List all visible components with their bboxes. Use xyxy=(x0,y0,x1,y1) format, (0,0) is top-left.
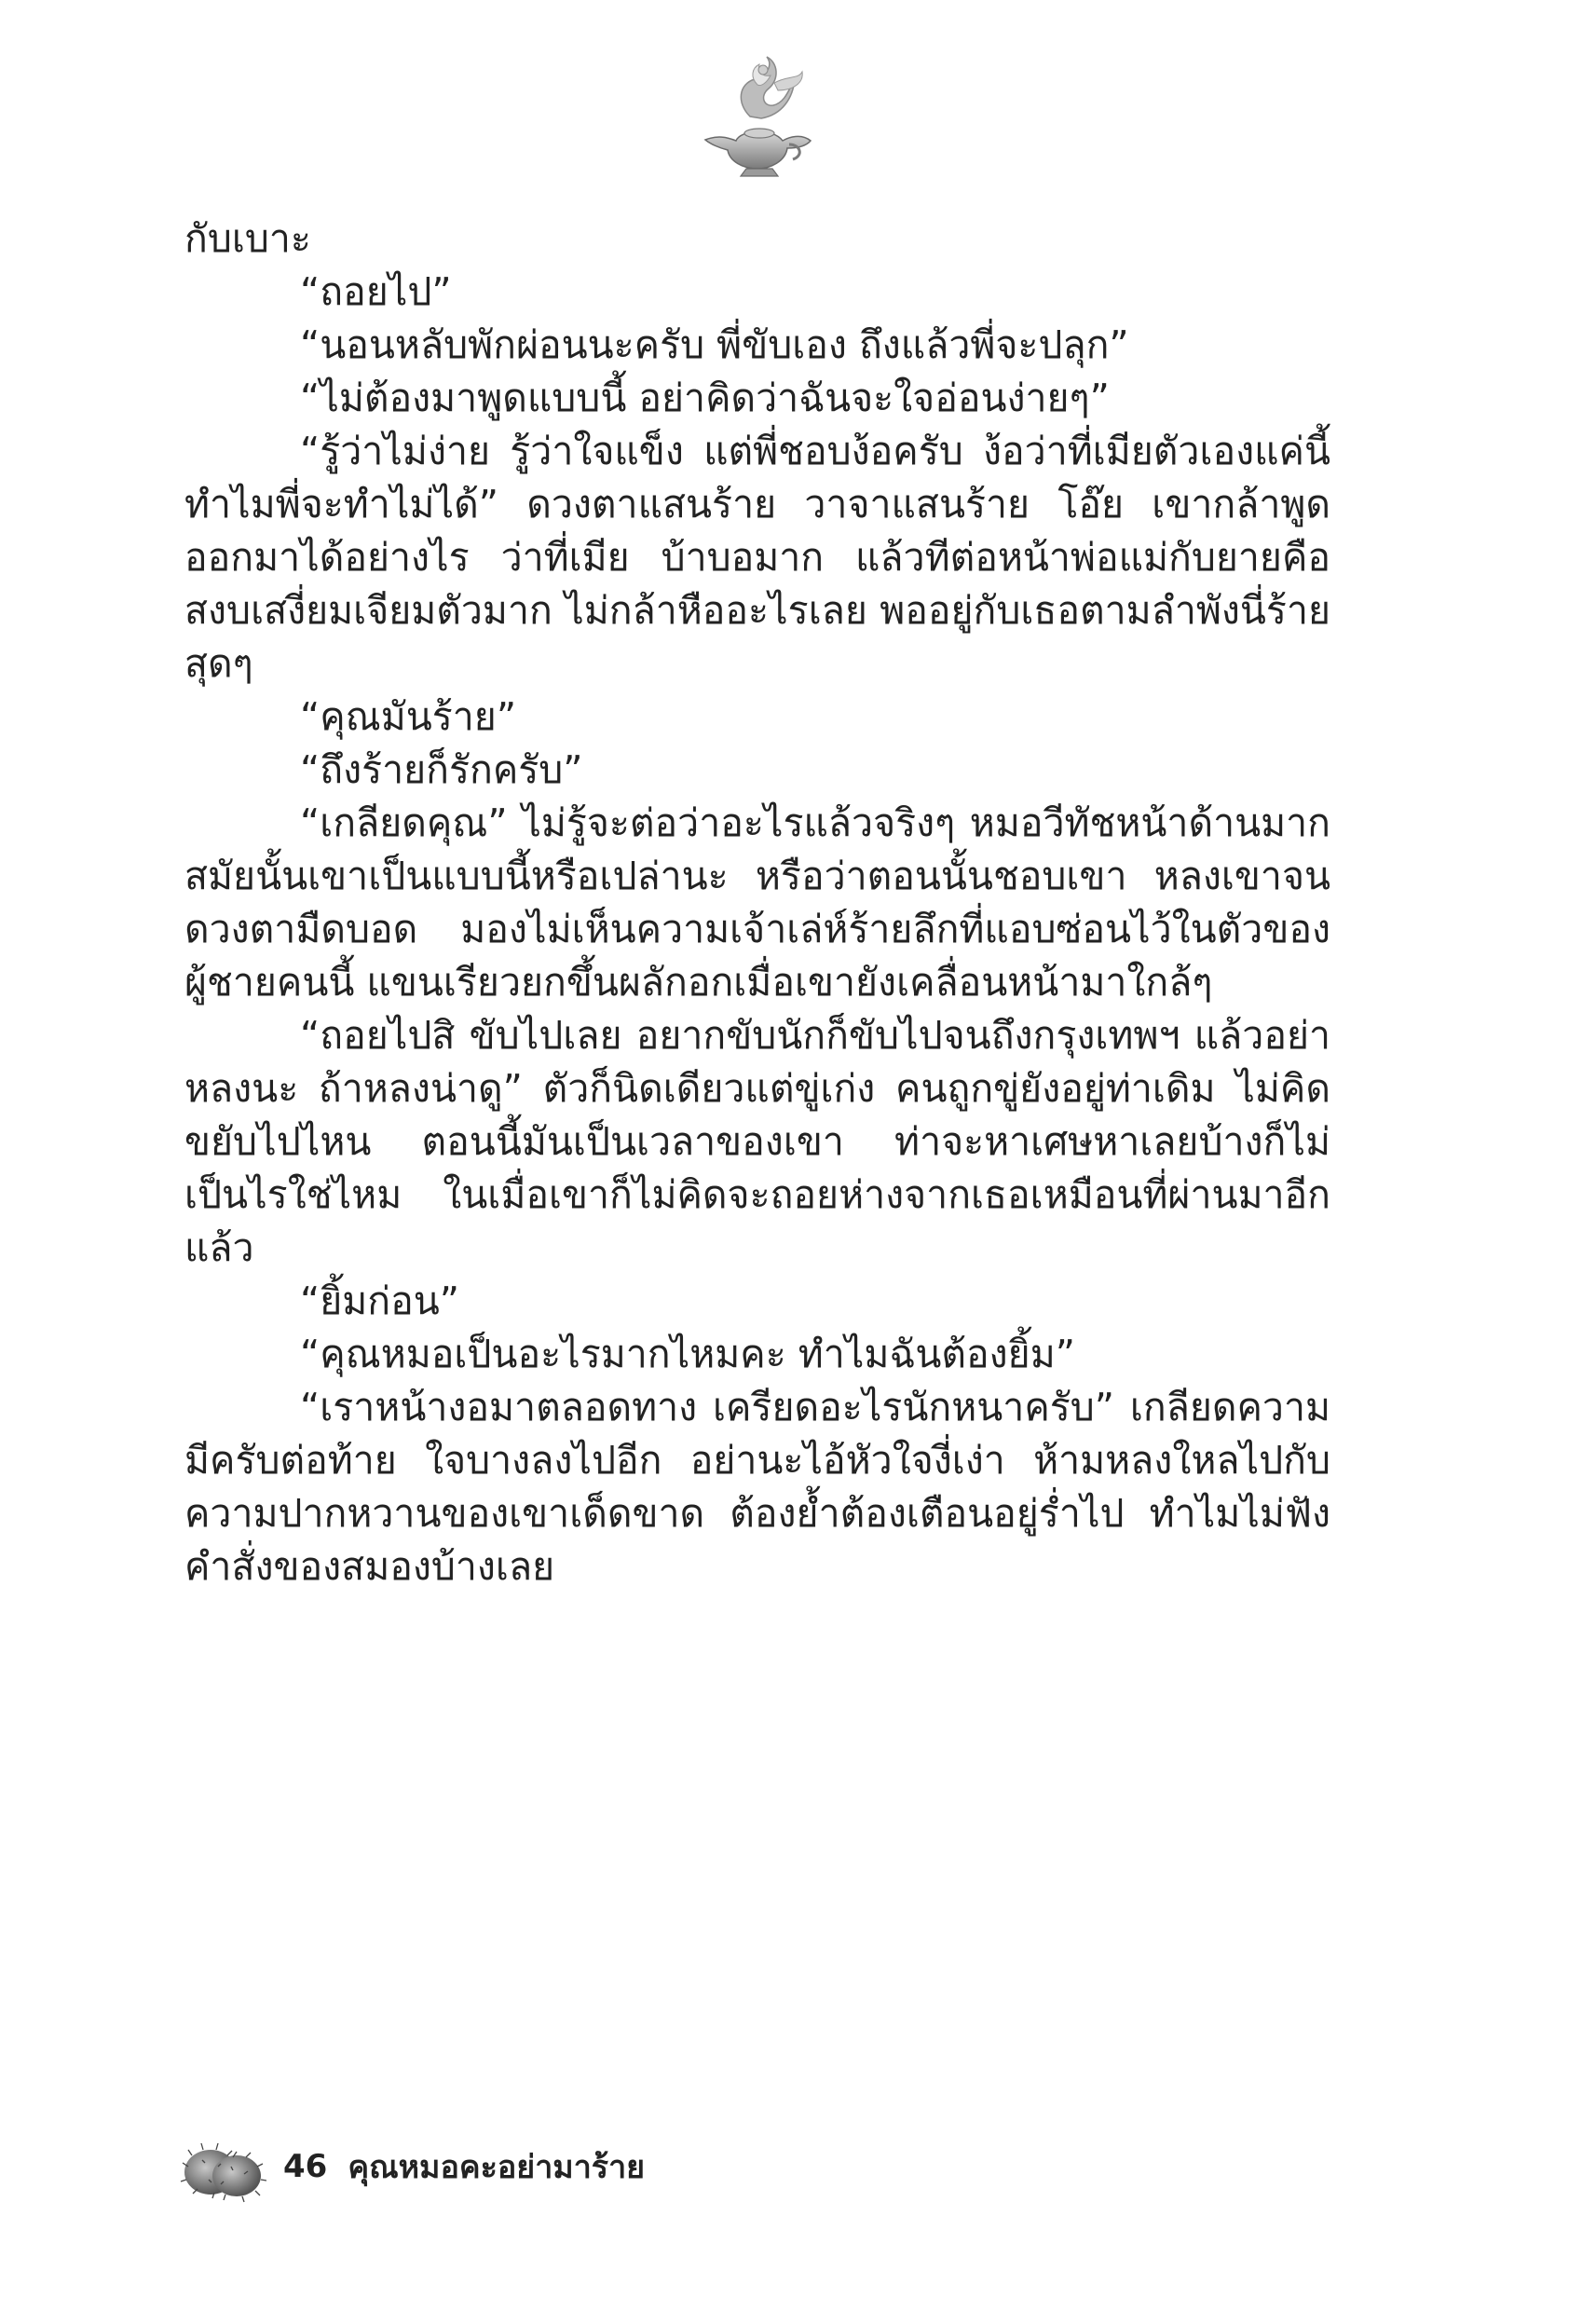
book-title: คุณหมอคะอย่ามาร้าย xyxy=(348,2149,646,2186)
paragraph: “เราหน้างอมาตลอดทาง เครียดอะไรนักหนาครับ” เกลียดความมีครับต่อท้าย ใจบางลงไปอีก อย่านะไอ้หัวใจงี่เง่า ห้ามหลงใหลไปกับความปากหวานของเขาเด็ดขาด ต้องย้ำต้องเตือนอยู่ร่ำไป ทำไมไม่ฟังคำสั่งของสมองบ้างเลย xyxy=(184,1385,1330,1589)
paragraph: “ไม่ต้องมาพูดแบบนี้ อย่าคิดว่าฉันจะใจอ่อนง่ายๆ” xyxy=(300,376,1110,420)
body-text xyxy=(184,212,1330,1593)
paragraph: “รู้ว่าไม่ง่าย รู้ว่าใจแข็ง แต่พี่ชอบง้อครับ ง้อว่าที่เมียตัวเองแค่นี้ ทำไมพี่จะทำไม่ได้” ดวงตาแสนร้าย วาจาแสนร้าย โอ๊ย เขากล้าพูดออกมาได้อย่างไร ว่าที่เมีย บ้าบอมาก แล้วทีต่อหน้าพ่อแม่กับยายคือสงบเสงี่ยมเจียมตัวมาก ไม่กล้าหืออะไรเลย พออยู่กับเธอตามลำพังนี่ร้ายสุดๆ xyxy=(184,429,1330,686)
paragraph: “ถึงร้ายก็รักครับ” xyxy=(300,747,583,792)
paragraph: “ถอยไป” xyxy=(300,269,452,314)
page-footer xyxy=(177,2129,922,2204)
paragraph: กับเบาะ xyxy=(184,216,311,261)
paragraph: “เกลียดคุณ” ไม่รู้จะต่อว่าอะไรแล้วจริงๆ หมอวีทัชหน้าด้านมาก สมัยนั้นเขาเป็นแบบนี้หรือเปล่านะ หรือว่าตอนนั้นชอบเขา หลงเขาจนดวงตามืดบอด มองไม่เห็นความเจ้าเล่ห์ร้ายลึกที่แอบซ่อนไว้ในตัวของผู้ชายคนนี้ แขนเรียวยกขึ้นผลักอกเมื่อเขายังเคลื่อนหน้ามาใกล้ๆ xyxy=(184,800,1330,1005)
paragraph: “นอนหลับพักผ่อนนะครับ พี่ขับเอง ถึงแล้วพี่จะปลุก” xyxy=(300,322,1129,367)
paragraph: “ถอยไปสิ ขับไปเลย อยากขับนักก็ขับไปจนถึงกรุงเทพฯ แล้วอย่าหลงนะ ถ้าหลงน่าดู” ตัวก็นิดเดียวแต่ขู่เก่ง คนถูกขู่ยังอยู่ท่าเดิม ไม่คิดขยับไปไหน ตอนนี้มันเป็นเวลาของเขา ท่าจะหาเศษหาเลยบ้างก็ไม่เป็นไรใช่ไหม ในเมื่อเขาก็ไม่คิดจะถอยห่างจากเธอเหมือนที่ผ่านมาอีกแล้ว xyxy=(184,1013,1330,1270)
paragraph: “คุณมันร้าย” xyxy=(300,694,517,739)
paragraph: “คุณหมอเป็นอะไรมากไหมคะ ทำไมฉันต้องยิ้ม” xyxy=(300,1332,1075,1376)
rambutan-icon xyxy=(177,2129,266,2204)
page-number: 46 xyxy=(283,2148,328,2185)
paragraph: “ยิ้มก่อน” xyxy=(300,1279,460,1323)
genie-lamp-icon xyxy=(685,51,825,182)
